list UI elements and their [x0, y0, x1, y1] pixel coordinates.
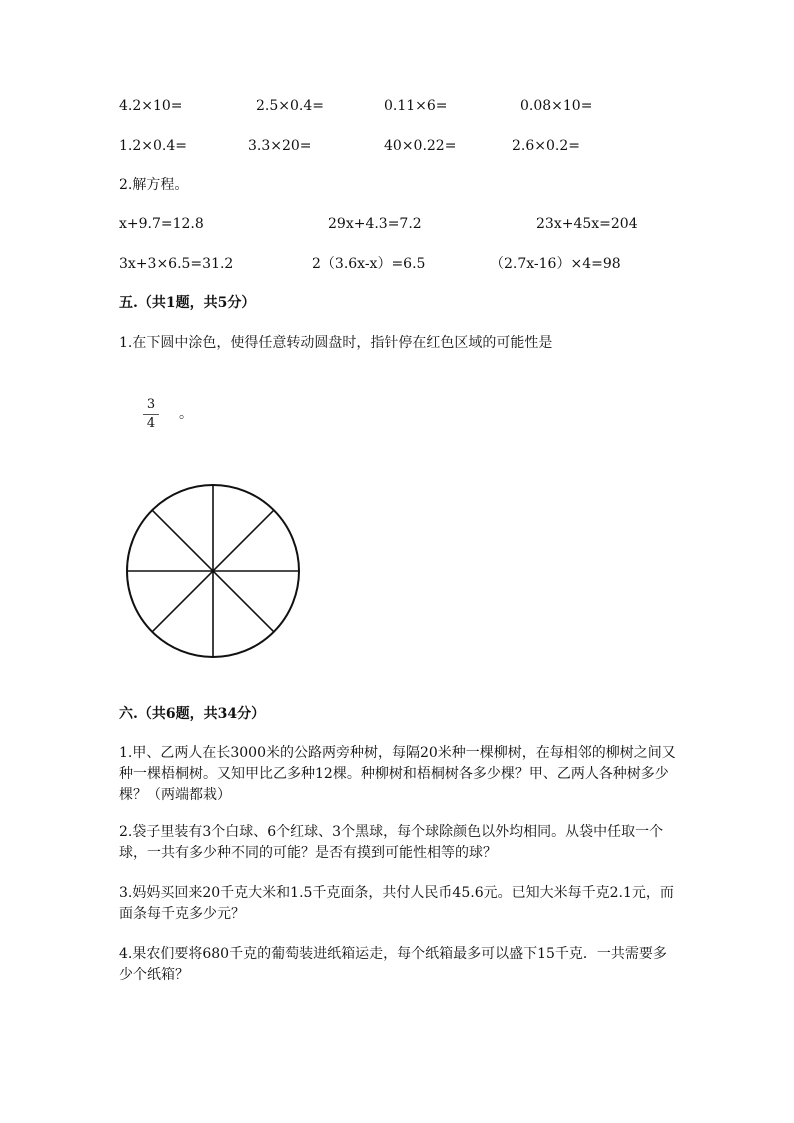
- spinner-circle[interactable]: [125, 483, 303, 661]
- calc-row-1: [0, 96, 794, 116]
- calc-row-2: [0, 136, 794, 156]
- section6-question-4: 4.果农们要将680千克的葡萄装进纸箱运走，每个纸箱最多可以盛下15千克．一共需要多少个纸箱？: [119, 946, 667, 983]
- equation-item: x+9.7=12.8: [119, 216, 204, 232]
- calc-item: 2.5×0.4=: [256, 98, 324, 114]
- section5-heading: 五.（共1题，共5分）: [119, 295, 256, 311]
- fraction-numerator: 3: [146, 397, 156, 412]
- equation-item: 2（3.6x-x）=6.5: [312, 256, 426, 272]
- equation-item: （2.7x-16）×4=98: [490, 256, 621, 272]
- calc-item: 0.08×10=: [520, 98, 593, 114]
- fraction: [143, 397, 159, 432]
- fraction-denominator: 4: [146, 416, 156, 431]
- section6-question-2: 2.袋子里装有3个白球、6个红球、3个黑球，每个球除颜色以外均相同。从袋中任取一个球，一共有多少种不同的可能？是否有摸到可能性相等的球？: [119, 824, 664, 861]
- calc-item: 1.2×0.4=: [119, 138, 187, 154]
- equation-row-1: [0, 214, 794, 234]
- answer-period: 。: [179, 406, 193, 422]
- equation-item: 29x+4.3=7.2: [328, 216, 422, 232]
- equation-item: 3x+3×6.5=31.2: [119, 256, 234, 272]
- equation-row-2: [0, 254, 794, 274]
- section6-question-1: 1.甲、乙两人在长3000米的公路两旁种树，每隔20米种一棵柳树，在每相邻的柳树之间又种一棵梧桐树。又知甲比乙多种12棵。种柳树和梧桐树各多少棵？甲、乙两人各种树多少棵？（两端都栽）: [119, 745, 676, 803]
- calc-item: 0.11×6=: [384, 98, 448, 114]
- calc-item: 2.6×0.2=: [512, 138, 580, 154]
- calc-item: 4.2×10=: [119, 98, 183, 114]
- section5-question-1: 1.在下圆中涂色，使得任意转动圆盘时，指针停在红色区域的可能性是: [119, 335, 553, 351]
- fraction-bar: [143, 414, 159, 415]
- spinner-spokes: [127, 485, 299, 657]
- equation-title: 2.解方程。: [119, 177, 189, 193]
- calc-item: 40×0.22=: [384, 138, 457, 154]
- section6-question-3: 3.妈妈买回来20千克大米和1.5千克面条，共付人民币45.6元。已知大米每千克2.1元，而面条每千克多少元？: [119, 885, 674, 922]
- section6-heading: 六.（共6题，共34分）: [119, 706, 266, 722]
- equation-item: 23x+45x=204: [536, 216, 638, 232]
- calc-item: 3.3×20=: [248, 138, 312, 154]
